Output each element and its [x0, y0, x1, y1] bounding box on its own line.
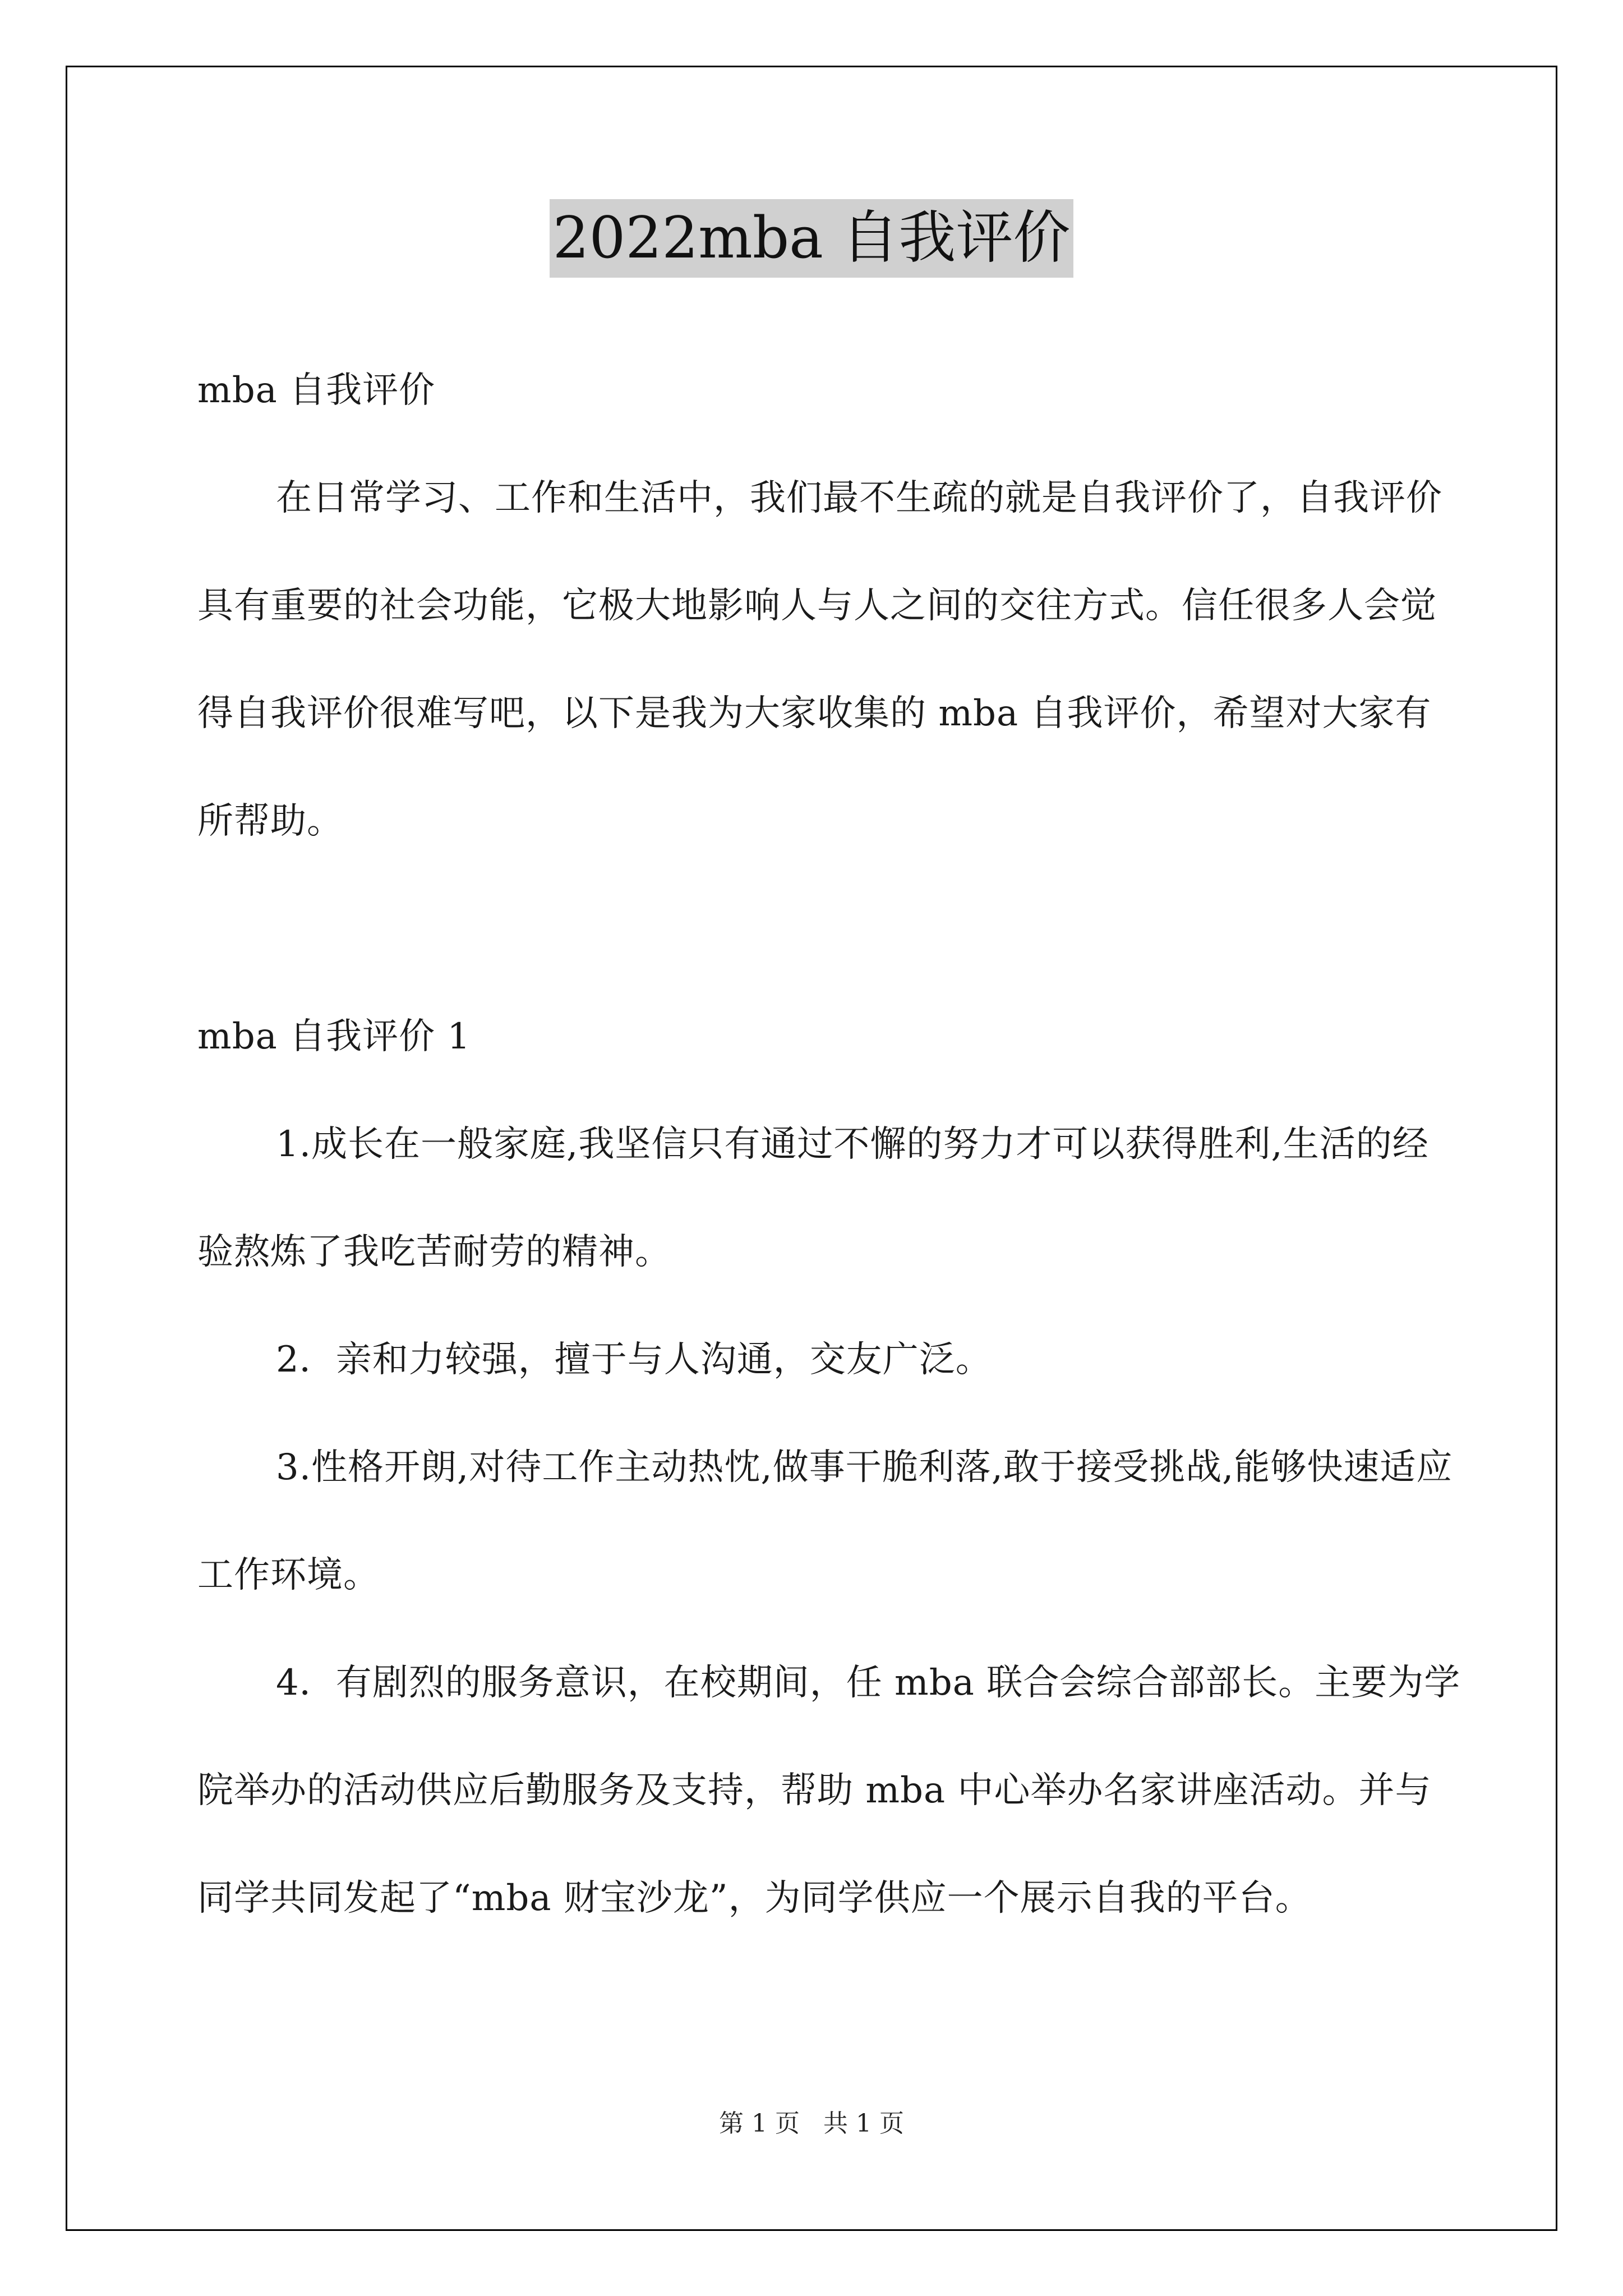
intro-paragraph: 在日常学习、工作和生活中，我们最不生疏的就是自我评价了，自我评价具有重要的社会功能，它极大地影响人与人之间的交往方式。信任很多人会觉得自我评价很难写吧，以下是我为大家收集的 mba 自我评价，希望对大家有所帮助。 [197, 477, 1442, 842]
list-item: 1.成长在一般家庭,我坚信只有通过不懈的努力才可以获得胜利,生活的经验熬炼了我吃苦耐劳的精神。 [197, 1124, 1429, 1273]
document-title: 2022mba 自我评价 [550, 199, 1074, 278]
section-spacer [197, 875, 1465, 983]
list-item: 2．亲和力较强，擅于与人沟通，交友广泛。 [276, 1339, 992, 1381]
section-heading: mba 自我评价 1 [197, 1016, 471, 1057]
list-item: 4．有剧烈的服务意识，在校期间，任 mba 联合会综合部部长。主要为学院举办的活动供应后勤服务及支持，帮助 mba 中心举办名家讲座活动。并与同学共同发起了“mba 财宝沙龙”，为同学供应一个展示自我的平台。 [197, 1662, 1461, 1919]
document-body [197, 337, 1465, 1952]
title-container [0, 199, 1623, 278]
page-number: 第 1 页 [719, 2109, 800, 2138]
page-total: 共 1 页 [823, 2109, 904, 2138]
intro-heading: mba 自我评价 [197, 370, 436, 411]
list-item: 3.性格开朗,对待工作主动热忱,做事干脆利落,敢于接受挑战,能够快速适应工作环境。 [197, 1447, 1453, 1596]
page-footer [0, 2107, 1623, 2141]
